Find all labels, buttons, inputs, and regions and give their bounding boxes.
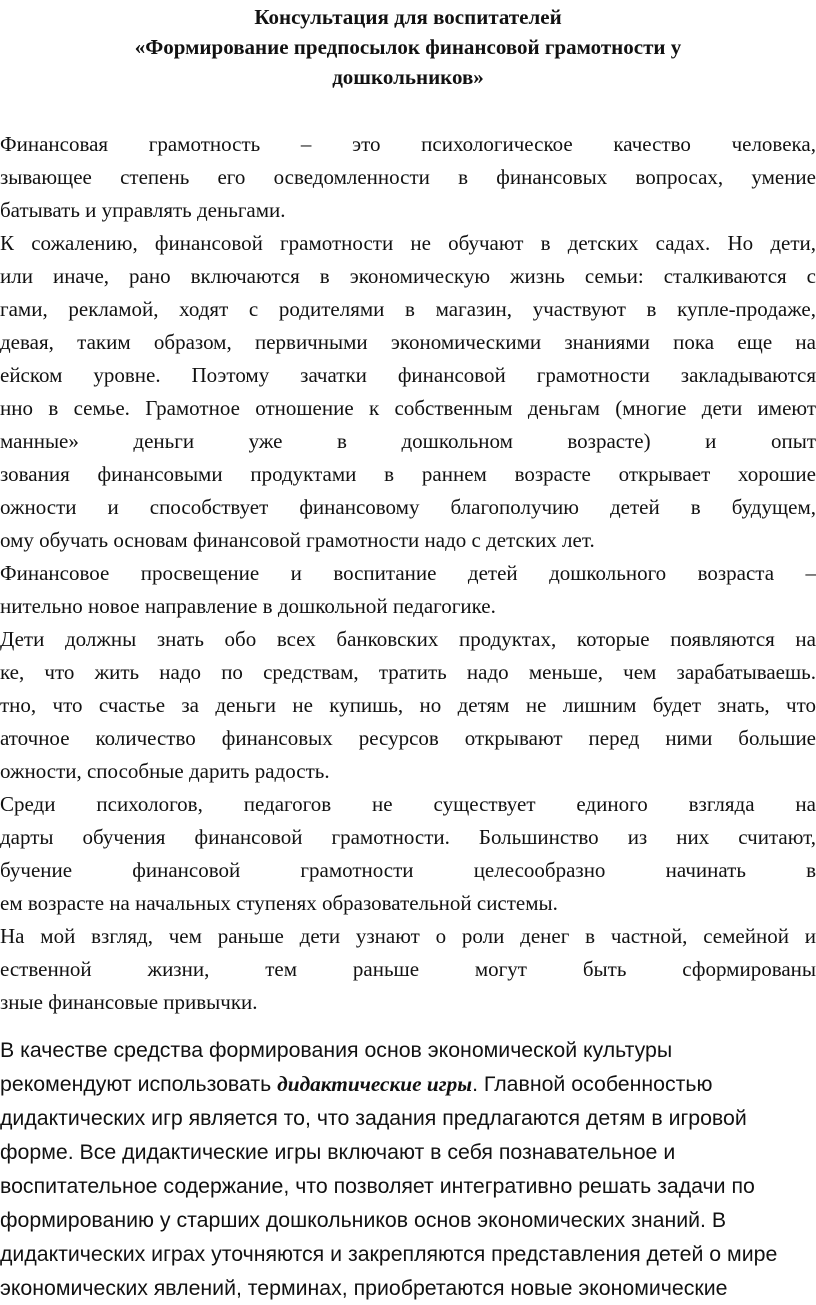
text-line: ому обучать основам финансовой грамотности надо с детских лет. xyxy=(0,528,595,552)
text-line: ественной жизни, тем раньше могут быть сформированы xyxy=(0,957,816,981)
text-line: ке, что жить надо по средствам, тратить надо меньше, чем зарабатываешь. xyxy=(0,660,816,684)
text-line: К сожалению, финансовой грамотности не обучают в детских садах. Но дети, xyxy=(0,231,816,255)
text-line: В качестве средства формирования основ экономической культуры xyxy=(0,1038,673,1062)
text-line: или иначе, рано включаются в экономическую жизнь семьи: сталкиваются с xyxy=(0,264,816,288)
text-line: На мой взгляд, чем раньше дети узнают о роли денег в частной, семейной и xyxy=(0,924,816,948)
text-span: рекомендуют использовать xyxy=(0,1072,278,1096)
title-line-2: «Формирование предпосылок финансовой грамотности у xyxy=(134,35,682,59)
text-line: дидактических играх уточняются и закрепляются представления детей о мире xyxy=(0,1242,778,1266)
text-line: зования финансовыми продуктами в раннем возрасте открывает хорошие xyxy=(0,462,816,486)
text-line: нительно новое направление в дошкольной педагогике. xyxy=(0,594,496,618)
text-line: бучение финансовой грамотности целесообразно начинать в xyxy=(0,858,816,882)
emphasis-text: дидактические игры xyxy=(277,1072,473,1096)
text-line: зные финансовые привычки. xyxy=(0,990,258,1014)
title-line-1: Консультация для воспитателей xyxy=(254,5,562,29)
text-line: воспитательное содержание, что позволяет интегративно решать задачи по xyxy=(0,1174,755,1198)
text-line: Дети должны знать обо всех банковских продуктах, которые появляются на xyxy=(0,627,816,651)
text-line: батывать и управлять деньгами. xyxy=(0,198,286,222)
text-line: Финансовое просвещение и воспитание детей дошкольного возраста – xyxy=(0,561,816,585)
text-line: ожности, способные дарить радость. xyxy=(0,759,330,783)
text-line: девая, таким образом, первичными экономическими знаниями пока еще на xyxy=(0,330,816,354)
text-line: Среди психологов, педагогов не существует единого взгляда на xyxy=(0,792,816,816)
text-line xyxy=(0,1067,816,1101)
text-line: формированию у старших дошкольников основ экономических знаний. В xyxy=(0,1208,727,1232)
text-line: манные» деньги уже в дошкольном возрасте) и опыт xyxy=(0,429,816,453)
text-span: . Главной особенностью xyxy=(472,1072,713,1096)
text-line: тно, что счастье за деньги не купишь, но детям не лишним будет знать, что xyxy=(0,693,816,717)
text-line: гами, рекламой, ходят с родителями в магазин, участвуют в купле-продаже, xyxy=(0,297,816,321)
text-line: ейском уровне. Поэтому зачатки финансовой грамотности закладываются xyxy=(0,363,816,387)
text-line: Финансовая грамотность – это психологическое качество человека, xyxy=(0,132,816,156)
text-line: экономических явлений, терминах, приобретаются новые экономические xyxy=(0,1276,728,1300)
text-line: дарты обучения финансовой грамотности. Большинство из них считают, xyxy=(0,825,816,849)
text-line: форме. Все дидактические игры включают в себя познавательное и xyxy=(0,1140,676,1164)
text-line: ожности и способствует финансовому благополучию детей в будущем, xyxy=(0,495,816,519)
text-line: зывающее степень его осведомленности в финансовых вопросах, умение xyxy=(0,165,816,189)
title-line-3: дошкольников» xyxy=(332,65,484,89)
text-line: дидактических игр является то, что задания предлагаются детям в игровой xyxy=(0,1106,747,1130)
text-line: нно в семье. Грамотное отношение к собственным деньгам (многие дети имеют xyxy=(0,396,816,420)
text-line: аточное количество финансовых ресурсов открывают перед ними большие xyxy=(0,726,816,750)
text-line: ем возрасте на начальных ступенях образовательной системы. xyxy=(0,891,558,915)
